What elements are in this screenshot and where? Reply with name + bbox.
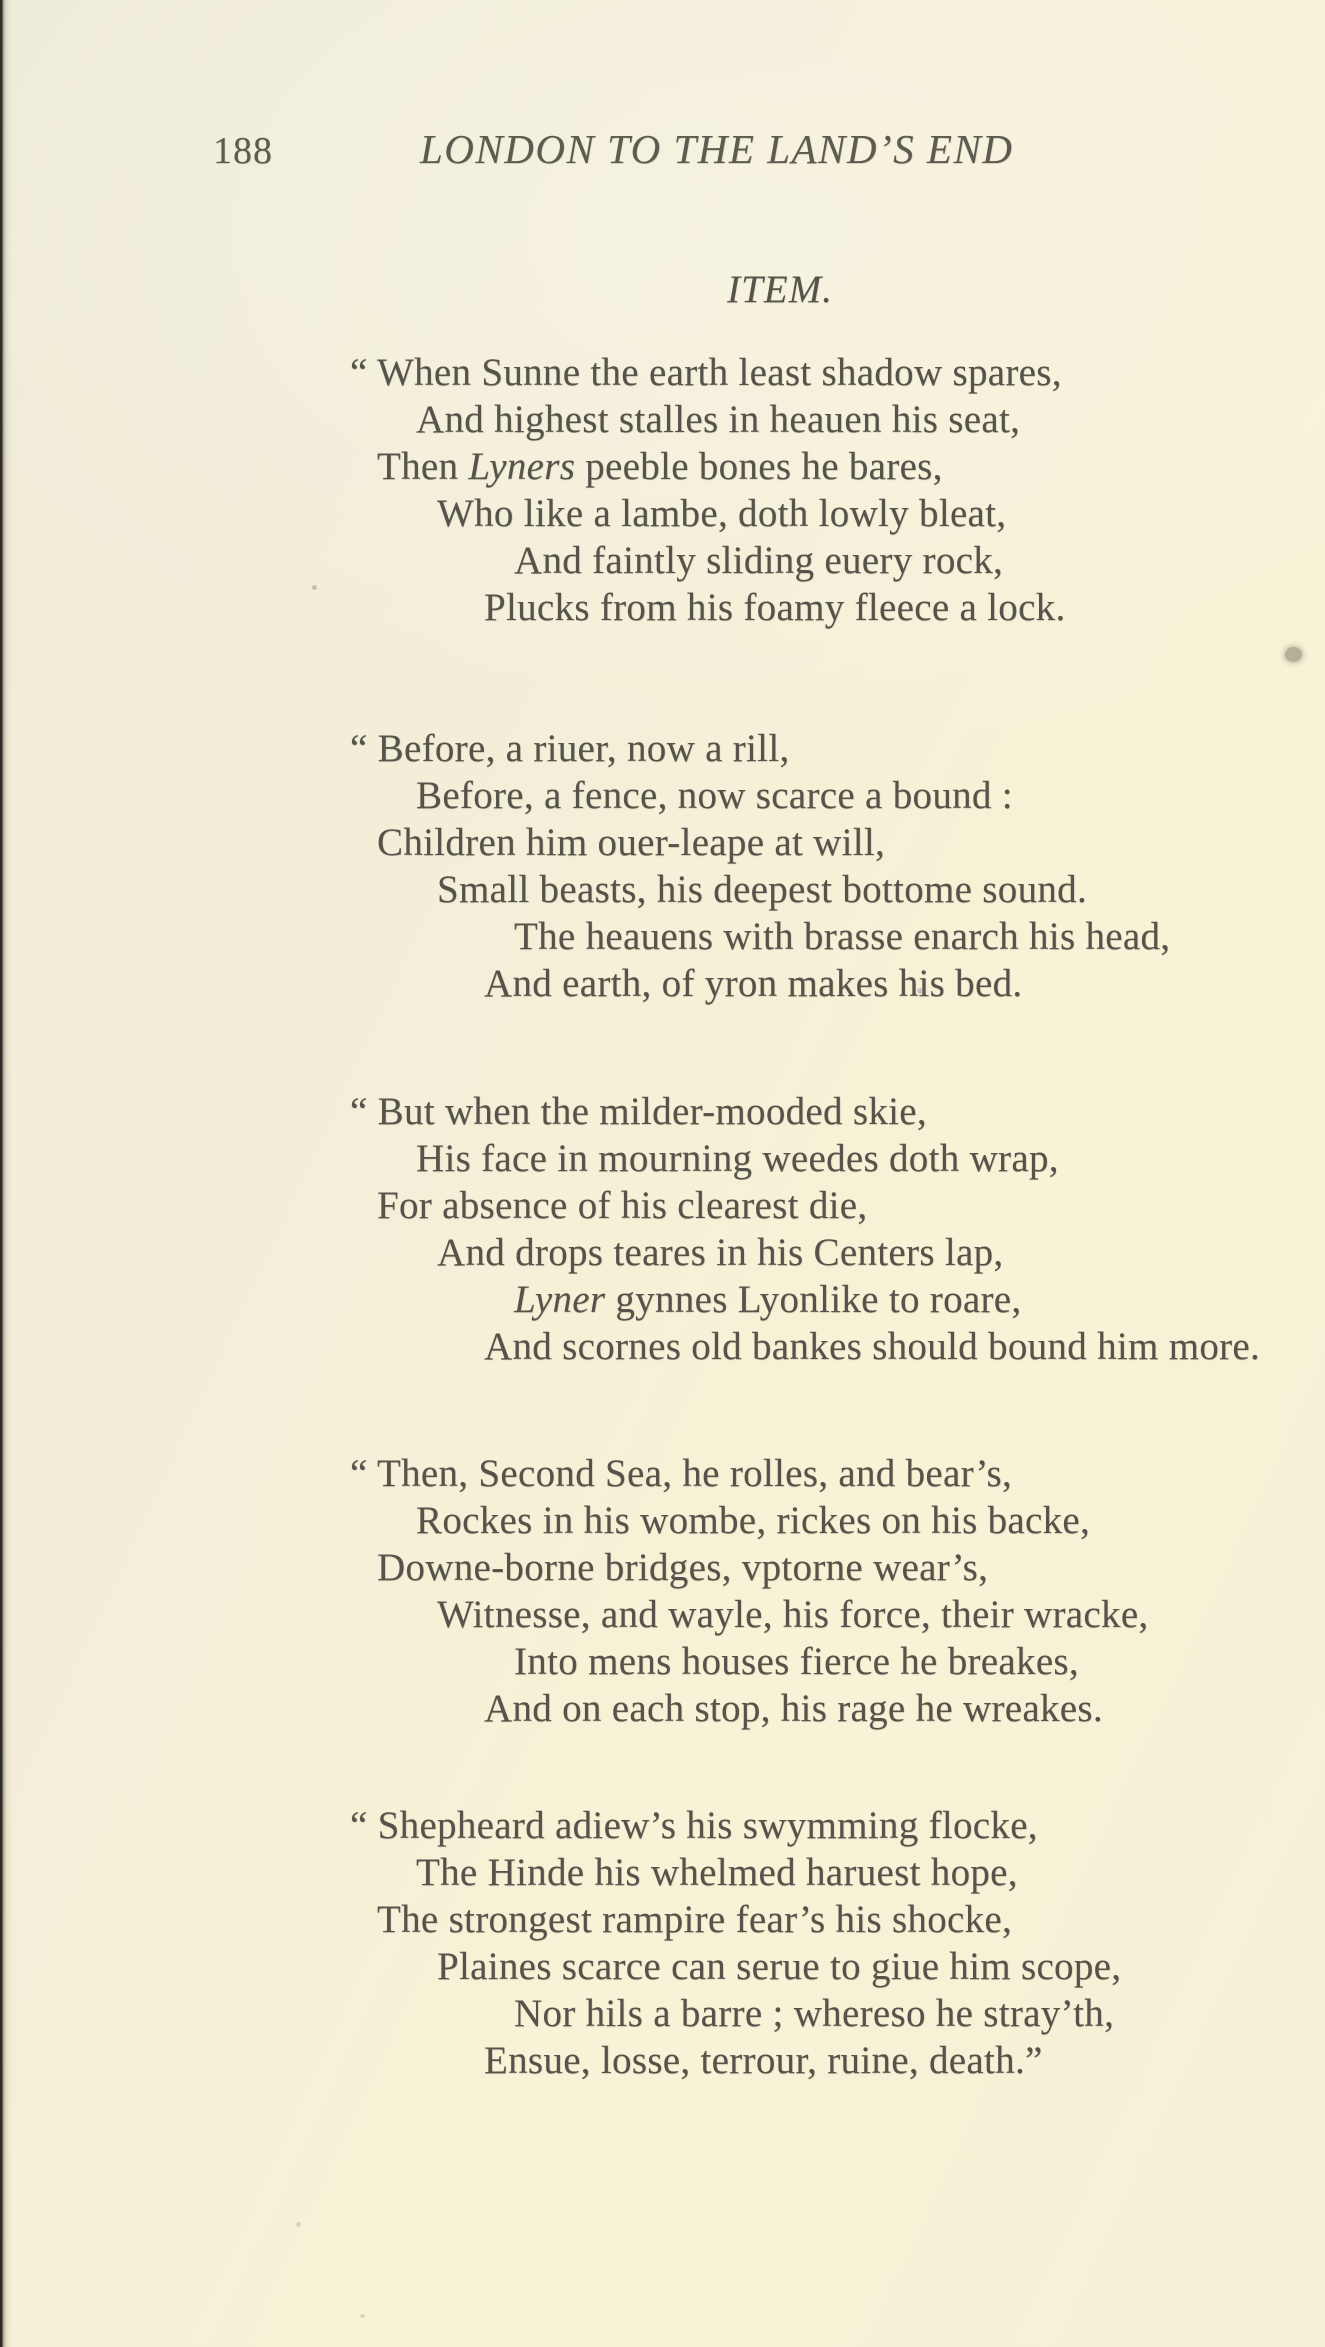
poem-line: Plaines scarce can serue to giue him scope,: [437, 1945, 1122, 1988]
poem-line: “ Then, Second Sea, he rolles, and bear’s,: [350, 1452, 1013, 1495]
poem-line: For absence of his clearest die,: [377, 1184, 868, 1227]
poem-line: Small beasts, his deepest bottome sound.: [437, 868, 1088, 911]
scan-left-edge: [0, 0, 12, 2347]
poem-line: Rockes in his wombe, rickes on his backe,: [416, 1499, 1091, 1542]
poem-line: “ But when the milder-mooded skie,: [350, 1090, 927, 1133]
paper-speck: [917, 988, 924, 994]
poem-line: And faintly sliding euery rock,: [514, 539, 1004, 582]
poem-line: Who like a lambe, doth lowly bleat,: [437, 492, 1007, 535]
italic-word: Lyners: [468, 445, 576, 488]
poem-line: Lyner gynnes Lyonlike to roare,: [514, 1278, 1022, 1321]
poem-line: And scornes old bankes should bound him more.: [484, 1325, 1261, 1368]
poem-title: ITEM.: [727, 268, 833, 311]
paper-speck: [296, 2222, 301, 2227]
poem-line: Into mens houses fierce he breakes,: [514, 1640, 1079, 1683]
poem-stanza: [350, 349, 1066, 631]
poem-line: “ When Sunne the earth least shadow spares,: [350, 351, 1062, 394]
poem-stanza: [350, 725, 1170, 1007]
poem-stanza: [350, 1450, 1148, 1732]
running-title: LONDON TO THE LAND’S END: [420, 126, 1014, 172]
poem-line: His face in mourning weedes doth wrap,: [416, 1137, 1059, 1180]
poem-line: And drops teares in his Centers lap,: [437, 1231, 1004, 1274]
paper-speck: [312, 585, 317, 590]
italic-word: Lyner: [514, 1278, 606, 1321]
poem-line: Children him ouer-leape at will,: [377, 821, 886, 864]
poem-line: Ensue, losse, terrour, ruine, death.”: [484, 2039, 1043, 2082]
poem-line: “ Shepheard adiew’s his swymming flocke,: [350, 1804, 1038, 1847]
poem-line: Then Lyners peeble bones he bares,: [377, 445, 943, 488]
poem-line: And on each stop, his rage he wreakes.: [484, 1687, 1103, 1730]
poem-line: And highest stalles in heauen his seat,: [416, 398, 1021, 441]
paper-speck: [360, 2314, 365, 2318]
ink-spot: [1285, 647, 1302, 662]
poem-line: The heauens with brasse enarch his head,: [514, 915, 1171, 958]
poem-line: And earth, of yron makes his bed.: [484, 962, 1023, 1005]
poem-line: Witnesse, and wayle, his force, their wracke,: [437, 1593, 1149, 1636]
poem-line: Before, a fence, now scarce a bound :: [416, 774, 1013, 817]
poem-stanza: [350, 1088, 1260, 1370]
poem-stanza: [350, 1802, 1121, 2084]
poem-line: The Hinde his whelmed haruest hope,: [416, 1851, 1018, 1894]
poem-line: The strongest rampire fear’s his shocke,: [377, 1898, 1013, 1941]
poem-line: Downe-borne bridges, vptorne wear’s,: [377, 1546, 989, 1589]
poem-line: Nor hils a barre ; whereso he stray’th,: [514, 1992, 1115, 2035]
page-number: 188: [213, 130, 273, 172]
poem-line: “ Before, a riuer, now a rill,: [350, 727, 790, 770]
poem-line: Plucks from his foamy fleece a lock.: [484, 586, 1066, 629]
